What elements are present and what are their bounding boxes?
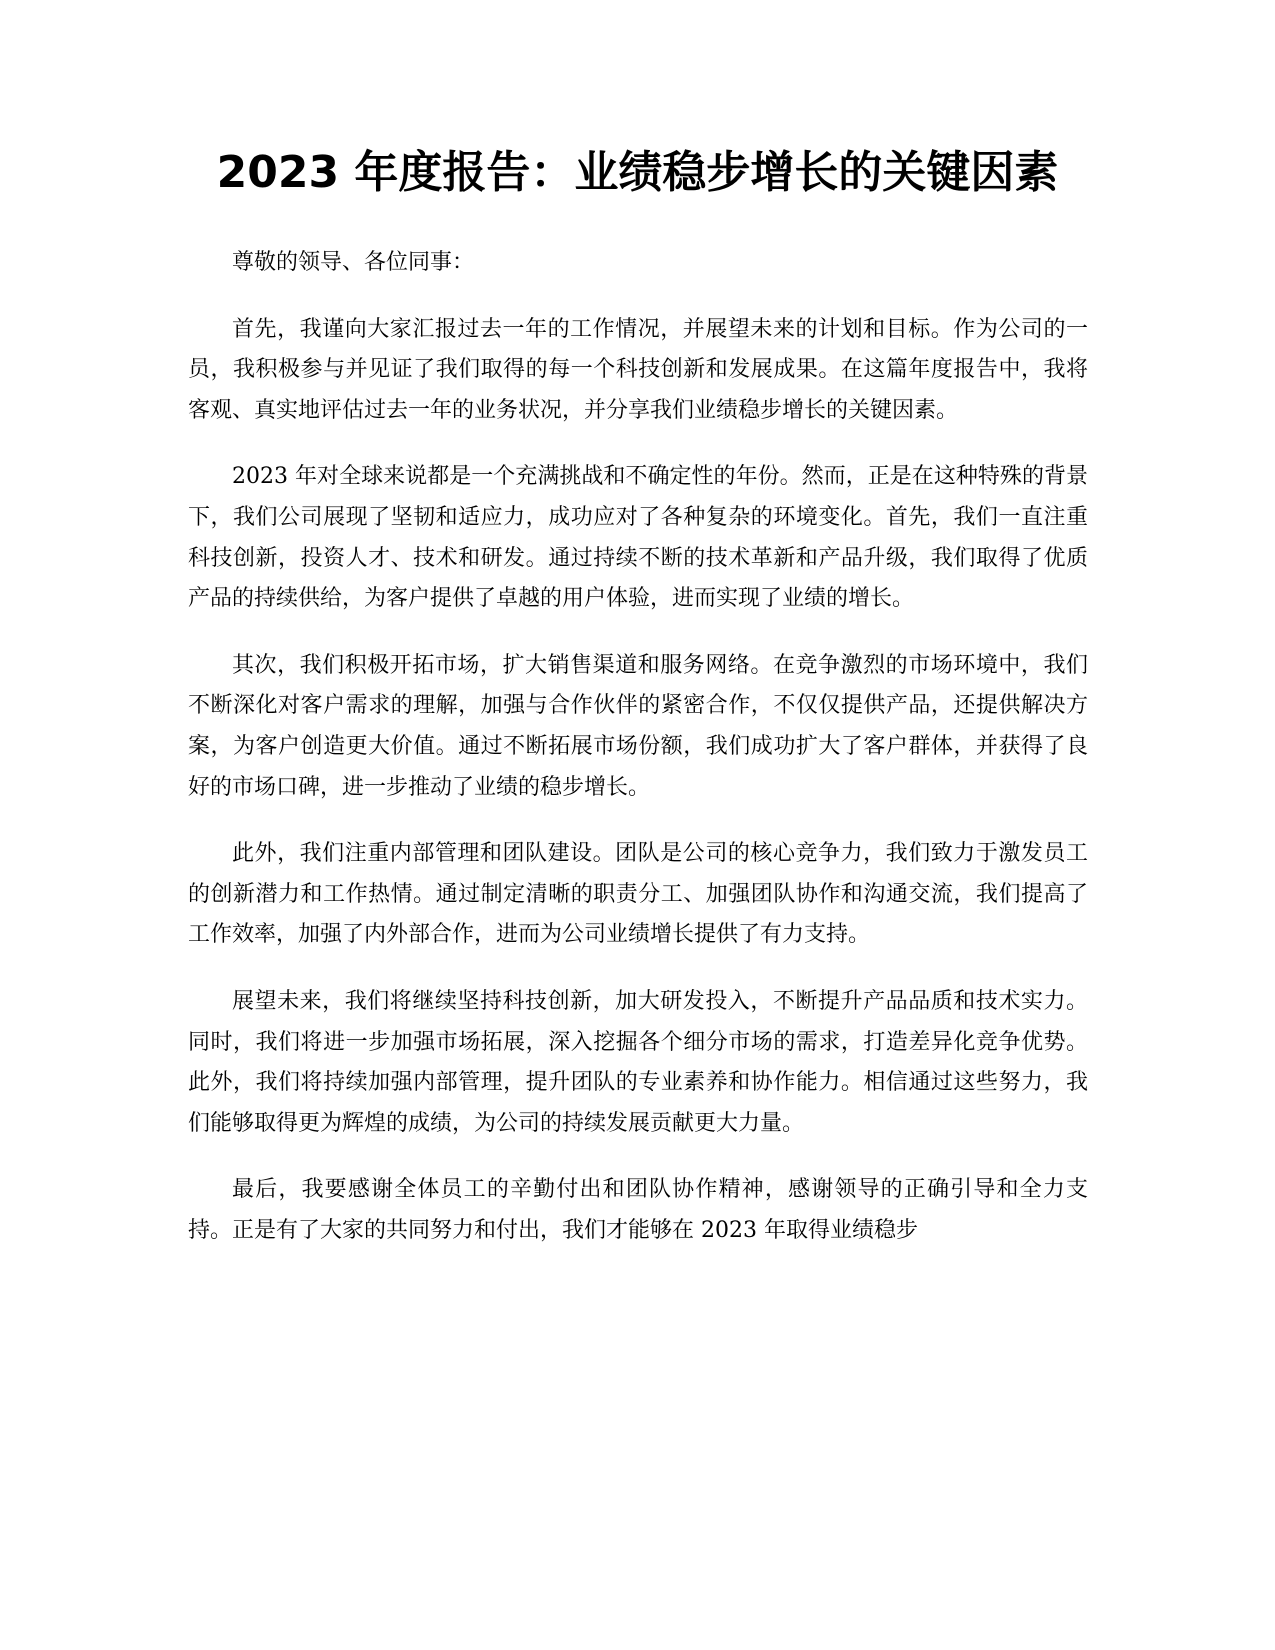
document-body [188, 243, 1088, 1277]
closing-paragraph: 最后，我要感谢全体员工的辛勤付出和团队协作精神，感谢领导的正确引导和全力支持。正是有了大家的共同努力和付出，我们才能够在 2023 年取得业绩稳步 [188, 1177, 1088, 1243]
market-paragraph: 其次，我们积极开拓市场，扩大销售渠道和服务网络。在竞争激烈的市场环境中，我们不断深化对客户需求的理解，加强与合作伙伴的紧密合作，不仅仅提供产品，还提供解决方案，为客户创造更大价值。通过不断拓展市场份额，我们成功扩大了客户群体，并获得了良好的市场口碑，进一步推动了业绩的稳步增长。 [188, 652, 1088, 800]
greeting-paragraph: 尊敬的领导、各位同事： [232, 250, 475, 275]
intro-paragraph: 首先，我谨向大家汇报过去一年的工作情况，并展望未来的计划和目标。作为公司的一员，我积极参与并见证了我们取得的每一个科技创新和发展成果。在这篇年度报告中，我将客观、真实地评估过去一年的业务状况，并分享我们业绩稳步增长的关键因素。 [188, 316, 1088, 423]
document-title: 2023 年度报告：业绩稳步增长的关键因素 [216, 147, 1059, 198]
innovation-paragraph: 2023 年对全球来说都是一个充满挑战和不确定性的年份。然而，正是在这种特殊的背景下，我们公司展现了坚韧和适应力，成功应对了各种复杂的环境变化。首先，我们一直注重科技创新，投资人才、技术和研发。通过持续不断的技术革新和产品升级，我们取得了优质产品的持续供给，为客户提供了卓越的用户体验，进而实现了业绩的增长。 [188, 464, 1088, 612]
team-paragraph: 此外，我们注重内部管理和团队建设。团队是公司的核心竞争力，我们致力于激发员工的创新潜力和工作热情。通过制定清晰的职责分工、加强团队协作和沟通交流，我们提高了工作效率，加强了内外部合作，进而为公司业绩增长提供了有力支持。 [188, 841, 1088, 948]
outlook-paragraph: 展望未来，我们将继续坚持科技创新，加大研发投入，不断提升产品品质和技术实力。同时，我们将进一步加强市场拓展，深入挖掘各个细分市场的需求，打造差异化竞争优势。此外，我们将持续加强内部管理，提升团队的专业素养和协作能力。相信通过这些努力，我们能够取得更为辉煌的成绩，为公司的持续发展贡献更大力量。 [188, 988, 1088, 1136]
